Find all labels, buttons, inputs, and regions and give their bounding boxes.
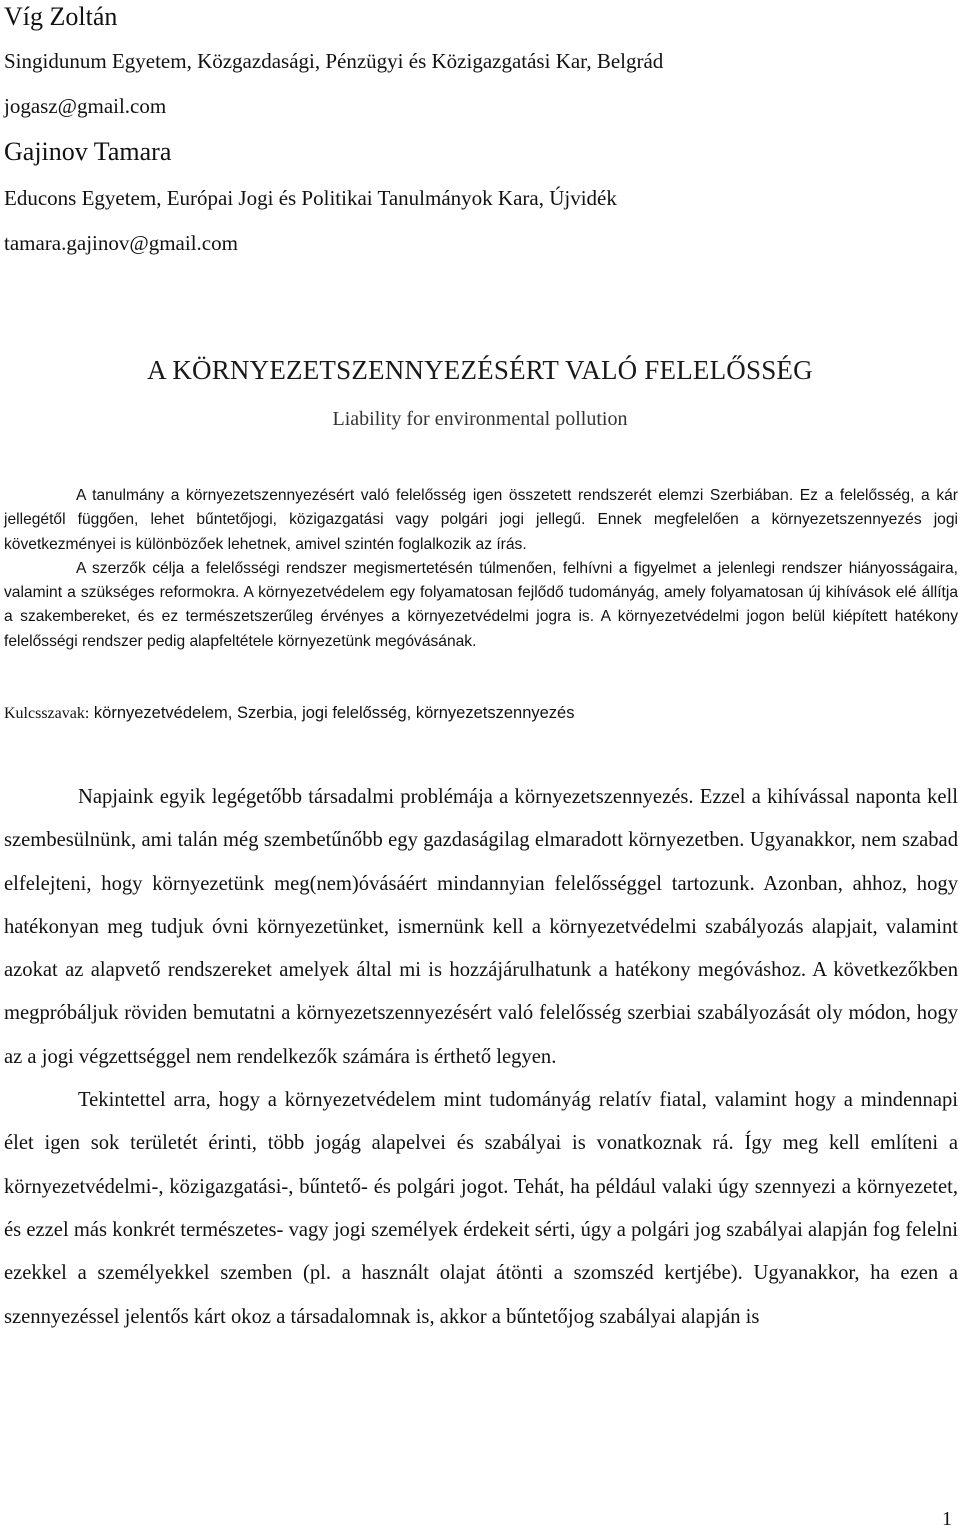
author-affiliation: Educons Egyetem, Európai Jogi és Politikai Tanulmányok Kara, Újvidék <box>4 186 617 210</box>
paper-title: A KÖRNYEZETSZENNYEZÉSÉRT VALÓ FELELŐSSÉG <box>147 355 813 385</box>
body-paragraph: Tekintettel arra, hogy a környezetvédelem mint tudományág relatív fiatal, valamint hogy a mindennapi élet igen sok területét érinti, több jogág alapelvei és szabályai is vonatkoznak rá. Így meg kell említeni a környezetvédelmi-, közigazgatási-, bűntető- és polgári jogot. Tehát, ha például valaki úgy szennyezi a környezetet, és ezzel más konkrét természetes- vagy jogi személyek érdekeit sérti, úgy a polgári jog szabályai alapján fog felelni ezekkel a személyekkel szemben (pl. a használt olajat átönti a szomszéd kertjébe). Ugyanakkor, ha ezen a szennyezéssel jelentős kárt okoz a társadalomnak is, akkor a bűntetőjog szabályai alapján is <box>4 1089 958 1328</box>
author-email: tamara.gajinov@gmail.com <box>4 231 238 255</box>
page-number: 1 <box>942 1508 952 1530</box>
abstract-paragraph: A tanulmány a környezetszennyezésért való felelősség igen összetett rendszerét elemzi Szerbiában. Ez a felelősség, a kár jellegétől függően, lehet bűntetőjogi, közigazgatási vagy polgári jogi jellegű. Ennek megfelelően a környezetszennyezés jogi következményei is különbözőek lehetnek, amivel szintén foglalkozik az írás. <box>4 487 958 553</box>
keywords <box>4 704 574 723</box>
keywords-list: környezetvédelem, Szerbia, jogi felelősség, környezetszennyezés <box>89 704 575 722</box>
abstract <box>4 484 958 654</box>
keywords-label: Kulcsszavak: <box>4 705 90 722</box>
author-affiliation: Singidunum Egyetem, Közgazdasági, Pénzügyi és Közigazgatási Kar, Belgrád <box>4 49 664 73</box>
author-name: Gajinov Tamara <box>4 137 172 166</box>
author-name: Víg Zoltán <box>4 2 118 31</box>
body-text <box>4 776 958 1339</box>
body-paragraph: Napjaink egyik legégetőbb társadalmi problémája a környezetszennyezés. Ezzel a kihívással naponta kell szembesülnünk, ami talán még szembetűnőbb egy gazdaságilag elmaradott környezetben. Ugyanakkor, nem szabad elfelejteni, hogy környezetünk meg(nem)óvásáért mindannyian felelősséggel tartozunk. Azonban, ahhoz, hogy hatékonyan meg tudjuk óvni környezetünket, ismernünk kell a környezetvédelmi szabályozás alapjait, valamint azokat az alapvető rendszereket amelyek által mi is hozzájárulhatunk a hatékony megóváshoz. A következőkben megpróbáljuk röviden bemutatni a környezetszennyezésért való felelősség szerbiai szabályozását oly módon, hogy az a jogi végzettséggel nem rendelkezők számára is érthető legyen. <box>4 786 958 1068</box>
author-email: jogasz@gmail.com <box>4 94 167 118</box>
paper-subtitle: Liability for environmental pollution <box>332 408 628 430</box>
abstract-paragraph: A szerzők célja a felelősségi rendszer megismertetésén túlmenően, felhívni a figyelmet a jelenlegi rendszer hiányosságaira, valamint a szükséges reformokra. A környezetvédelem egy folyamatosan fejlődő tudományág, amely folyamatosan új kihívások elé állítja a szakembereket, és ez természetszerűleg érvényes a környezetvédelmi jogra is. A környezetvédelmi jogon belül kiépített hatékony felelősségi rendszer pedig alapfeltétele környezetünk megóvásának. <box>4 559 958 650</box>
